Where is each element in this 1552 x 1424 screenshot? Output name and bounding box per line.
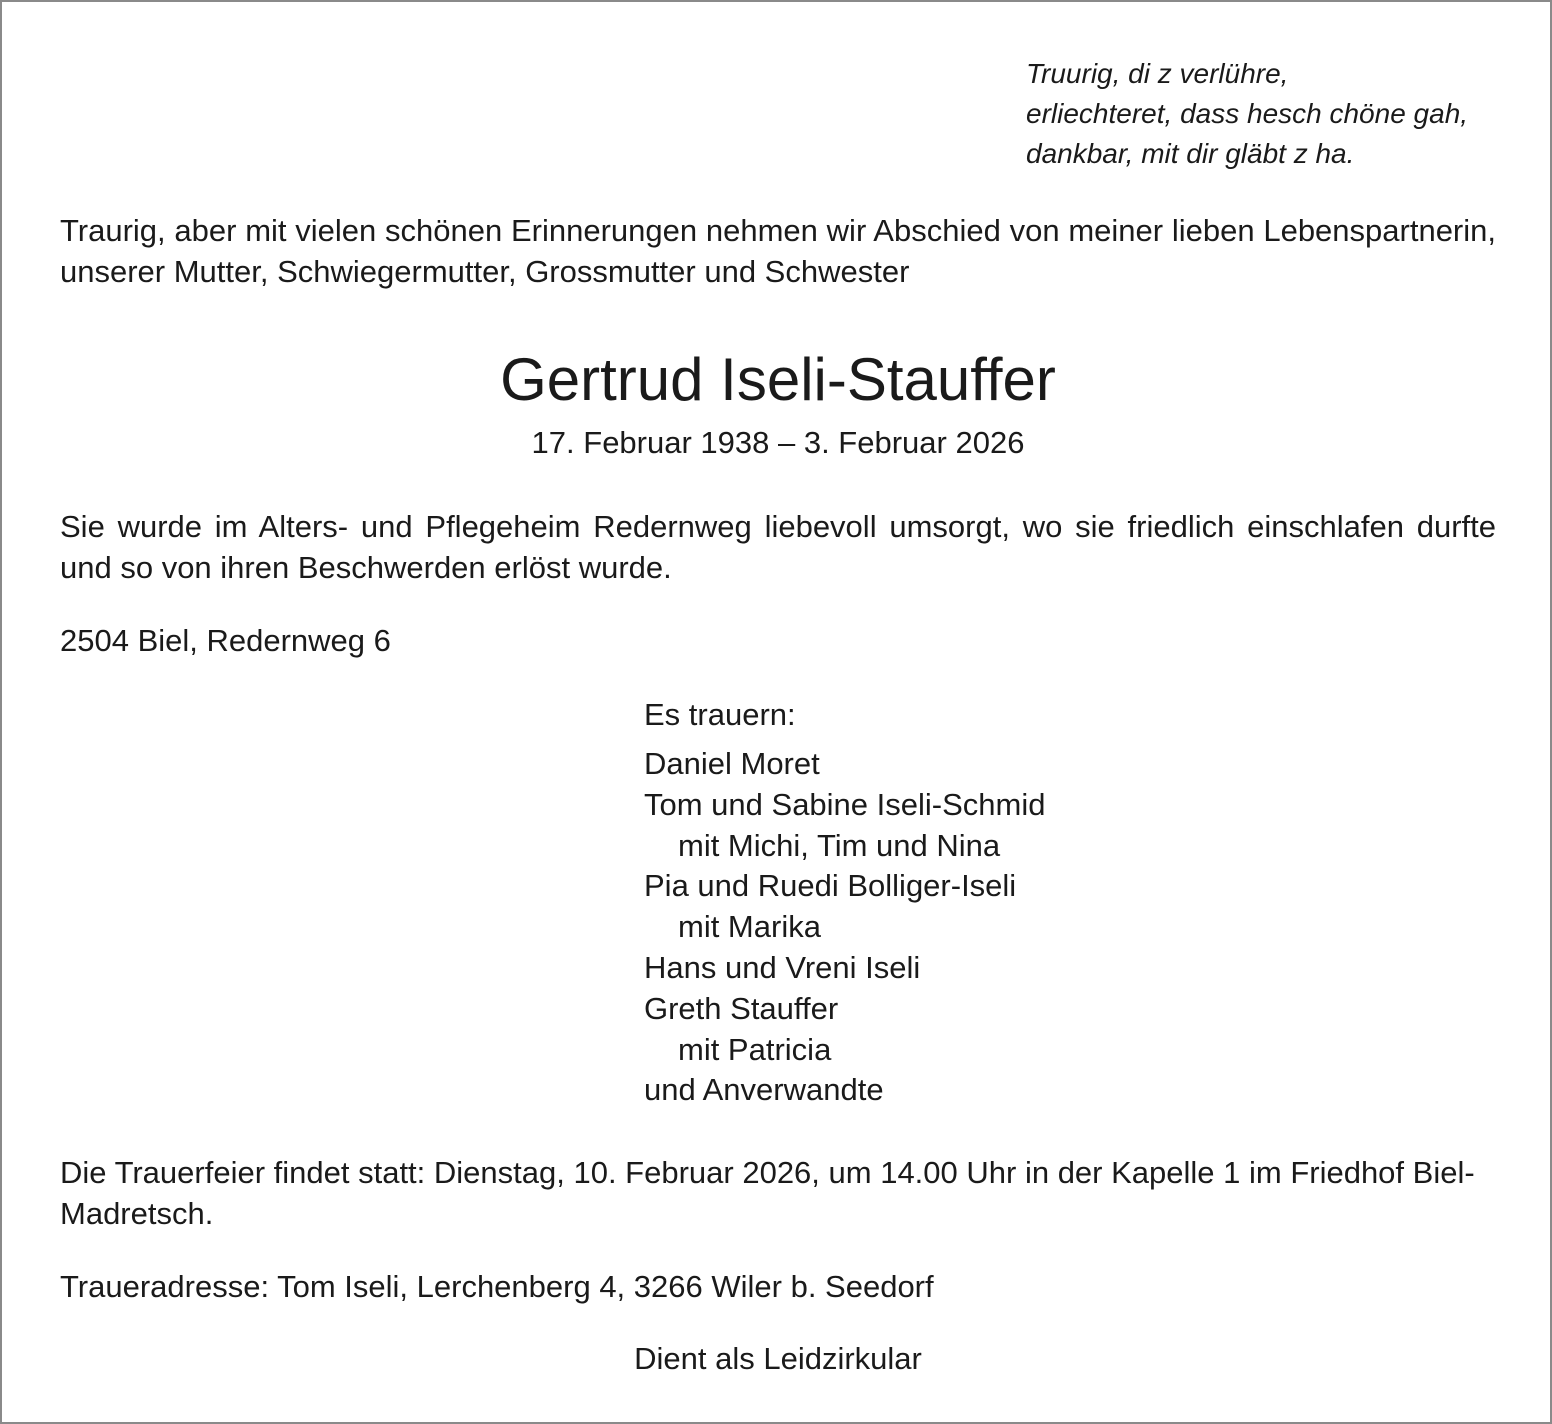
intro-paragraph: Traurig, aber mit vielen schönen Erinnerungen nehmen wir Abschied von meiner lieben Lebenspartnerin, unserer Mutter, Schwiegermutter, Grossmutter und Schwester	[60, 213, 1496, 289]
mourning-address: Traueradresse: Tom Iseli, Lerchenberg 4, 3266 Wiler b. Seedorf	[60, 1269, 934, 1304]
mourner-entry-sub: mit Michi, Tim und Nina	[678, 827, 1001, 863]
mourner-entry: Hans und Vreni Iseli	[644, 949, 921, 985]
circular-note: Dient als Leidzirkular	[634, 1341, 922, 1376]
mourner-entry: und Anverwandte	[644, 1072, 884, 1108]
poem-line: dankbar, mit dir gläbt z ha.	[1026, 138, 1355, 169]
poem-line: Truurig, di z verlühre,	[1026, 58, 1289, 89]
mourner-entry-sub: mit Marika	[678, 909, 821, 945]
deceased-name: Gertrud Iseli-Stauffer	[500, 346, 1056, 413]
poem-line: erliechteret, dass hesch chöne gah,	[1026, 98, 1469, 129]
poem-verse	[1026, 54, 1536, 174]
mourner-entry-sub: mit Patricia	[678, 1031, 832, 1067]
life-dates: 17. Februar 1938 – 3. Februar 2026	[531, 425, 1025, 460]
mourners-list	[644, 744, 1045, 1111]
home-address: 2504 Biel, Redernweg 6	[60, 623, 391, 658]
mourner-entry: Tom und Sabine Iseli-Schmid	[644, 786, 1046, 822]
mourner-entry: Pia und Ruedi Bolliger-Iseli	[644, 868, 1017, 904]
mourners-heading: Es trauern:	[644, 697, 796, 732]
mourner-entry: Greth Stauffer	[644, 990, 839, 1026]
mourner-entry: Daniel Moret	[644, 746, 820, 781]
ceremony-info: Die Trauerfeier findet statt: Dienstag, 10. Februar 2026, um 14.00 Uhr in der Kapelle 1 im Friedhof Biel-Madretsch.	[60, 1155, 1475, 1231]
care-paragraph: Sie wurde im Alters- und Pflegeheim Redernweg liebevoll umsorgt, wo sie friedlich einschlafen durfte und so von ihren Beschwerden erlöst wurde.	[60, 509, 1496, 585]
